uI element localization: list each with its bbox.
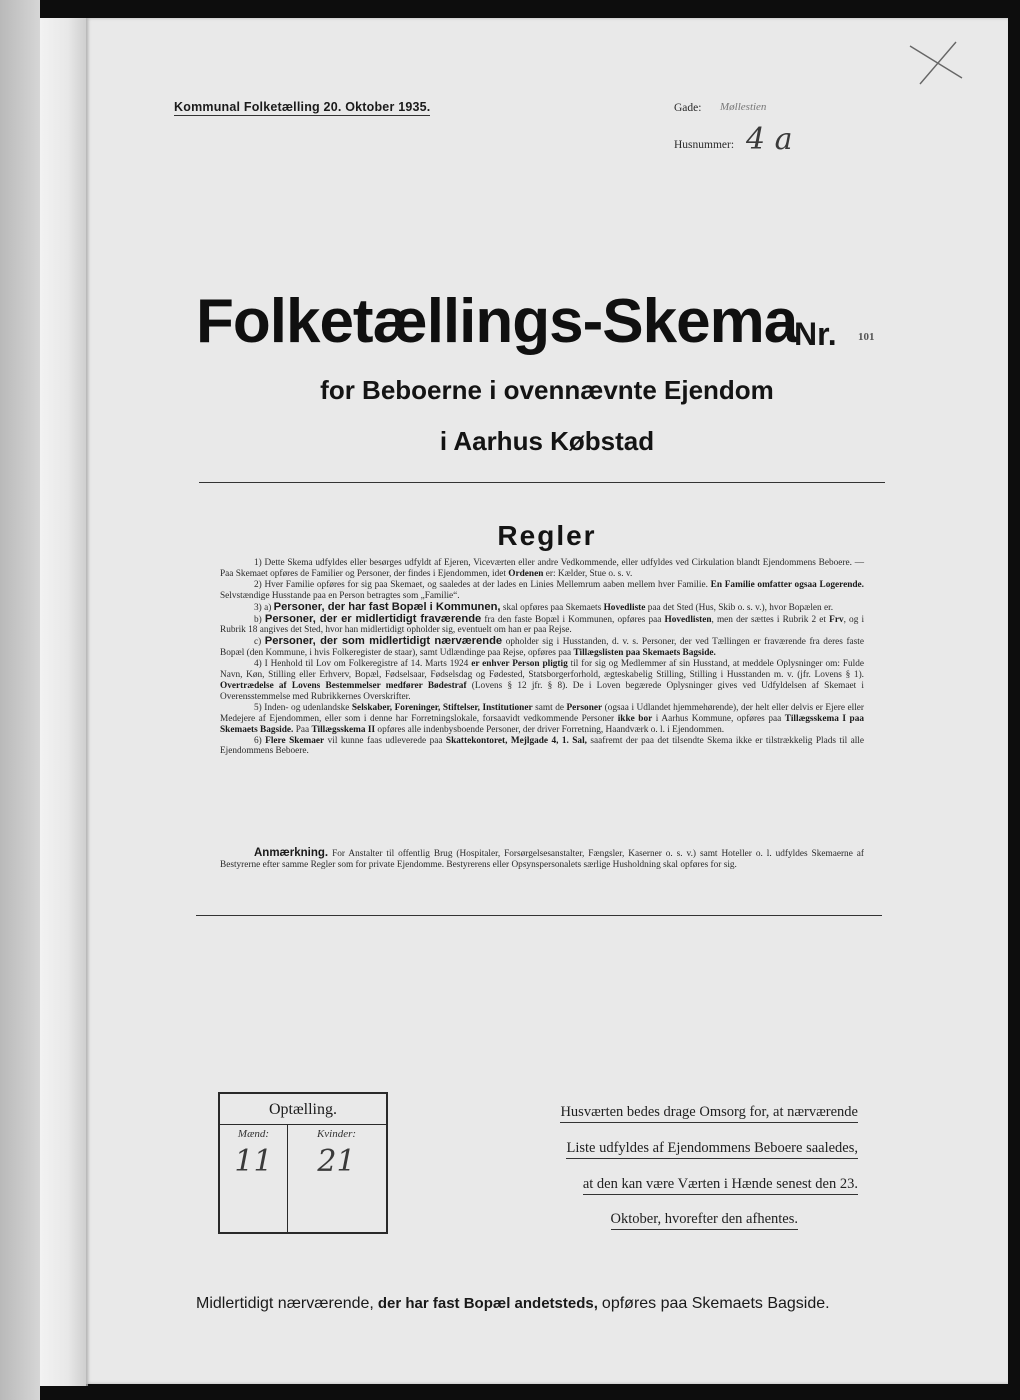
rule-3a: 3) a) Personer, der har fast Bopæl i Kommunen, skal opføres paa Skemaets Hovedliste paa det Sted (Hus, Skib o. s. v.), hvor Bopælen er. <box>254 600 834 613</box>
remark-label: Anmærkning. <box>254 847 329 859</box>
pencil-cross-mark <box>906 38 966 88</box>
rules-body <box>220 558 864 757</box>
rule-5: 5) Inden- og udenlandske Selskaber, Foreninger, Stiftelser, Institutioner samt de Personer (ogsaa i Udlandet hjemmehørende), der helt eller delvis er Ejere eller Medejere af Ejendommen, eller som i denne har Forretningslokale, forsaavidt vedkommende Personer ikke bor i Aarhus Kommune, opføres paa Tillægsskema I paa Skemaets Bagside. Paa Tillægsskema II opføres alle indenbysboende Personer, der driver Forretning, Haandværk o. l. i Ejendommen. <box>220 702 865 735</box>
census-form-page <box>86 18 1008 1384</box>
page-edge <box>40 18 88 1386</box>
owner-notice-line-4: Oktober, hvorefter den afhentes. <box>438 1211 798 1230</box>
men-column <box>220 1125 288 1232</box>
census-date-heading: Kommunal Folketælling 20. Oktober 1935. <box>174 100 431 114</box>
divider-bottom <box>196 915 882 916</box>
rule-2: 2) Hver Familie opføres for sig paa Skemaet, og saaledes at der lades en Linies Mellemrum aaben mellem hver Familie. En Familie omfatter ogsaa Logerende. Selvstændige Husstande paa en Person betragtes som „Familie“. <box>220 579 864 601</box>
house-number-label: Husnummer: <box>674 139 735 151</box>
footer-note: Midlertidigt nærværende, der har fast Bopæl andetsteds, opføres paa Skemaets Bagside. <box>196 1295 830 1312</box>
women-column <box>287 1125 386 1232</box>
owner-notice-line-1: Husværten bedes drage Omsorg for, at nærværende <box>498 1104 858 1123</box>
book-binding <box>0 0 40 1400</box>
divider-top <box>199 482 885 483</box>
owner-notice-line-2: Liste udfyldes af Ejendommens Beboere saaledes, <box>498 1140 858 1159</box>
form-subtitle-1: for Beboerne i ovennævnte Ejendom <box>320 375 774 405</box>
rule-3b: b) Personer, der er midlertidigt fraværende fra den faste Bopæl i Kommunen, opføres paa Hovedlisten, men der sættes i Rubrik 2 et Frv, og i Rubrik 18 angives det Sted, hvor han midlertidigt opholder sig, eventuelt om han er paa Rejse. <box>220 612 865 636</box>
rule-4: 4) I Henhold til Lov om Folkeregistre af 14. Marts 1924 er enhver Person pligtig til for sig og Medlemmer af sin Husstand, at meddele Oplysninger om: Fulde Navn, Køn, Stilling eller Erhverv, Bopæl, Fødselsaar, Fødselsdag og Fødested, Statsborgerforhold, ægteskabelig Stilling, Stilling i Husstanden m. v. (jfr. Lovens § 1). Overtrædelse af Lovens Bestemmelser medfører Bødestraf (Lovens § 12 jfr. § 8). De i Loven begærede Oplysninger gives ved Udfyldelsen af Skemaet i Overensstemmelse med Rubrikkernes Overskrifter. <box>220 659 865 702</box>
count-title: Optælling. <box>220 1094 386 1125</box>
rule-6: 6) Flere Skemaer vil kunne faas udleverede paa Skattekontoret, Mejlgade 4, 1. Sal, saafremt der paa det tilsendte Skema ikke er tilstrækkelig Plads til alle Ejendommens Beboere. <box>220 735 864 757</box>
women-count: 21 <box>317 1144 356 1179</box>
count-box <box>218 1092 388 1234</box>
form-number-label: Nr. <box>794 316 837 352</box>
rule-1: 1) Dette Skema udfyldes eller besørges udfyldt af Ejeren, Viceværten eller andre Vedkommende, eller udfyldes ved Cirkulation blandt Ejendommens Beboere. — Paa Skemaet opføres de Familier og Personer, der findes i Ejendommen, idet Ordenen er: Kælder, Stue o. s. v. <box>220 558 864 579</box>
women-label: Kvinder: <box>316 1128 357 1140</box>
rule-3c: c) Personer, der som midlertidigt nærværende opholder sig i Husstanden, d. v. s. Personer, der ved Tællingen er fraværende fra deres faste Bopæl (den Kommune, i hvis Folkeregister de staar), samt Udlændinge paa Rejse, opføres paa Tillægslisten paa Skemaets Bagside. <box>220 635 864 659</box>
street-value: Møllestien <box>720 101 767 113</box>
street-label: Gade: <box>674 102 702 114</box>
rules-heading: Regler <box>497 520 597 551</box>
form-subtitle-2: i Aarhus Købstad <box>439 426 655 456</box>
form-title: Folketællings-Skema <box>196 287 798 356</box>
men-count: 11 <box>234 1144 273 1179</box>
men-label: Mænd: <box>237 1128 270 1140</box>
remark-paragraph <box>220 848 864 871</box>
owner-notice-line-3: at den kan være Værten i Hænde senest den 23. <box>498 1176 858 1195</box>
house-number-value: 4 a <box>746 122 793 157</box>
form-number-value: 101 <box>858 331 875 343</box>
remark-text: For Anstalter til offentlig Brug (Hospitaler, Forsørgelsesanstalter, Fængsler, Kaserner o. s. v.) samt Hoteller o. l. udfyldes Skemaerne af Bestyrerne efter samme Regler som for private Ejendomme. Bestyrerens eller Opsynspersonalets særlige Husholdning skal opføres for sig. <box>220 849 864 870</box>
